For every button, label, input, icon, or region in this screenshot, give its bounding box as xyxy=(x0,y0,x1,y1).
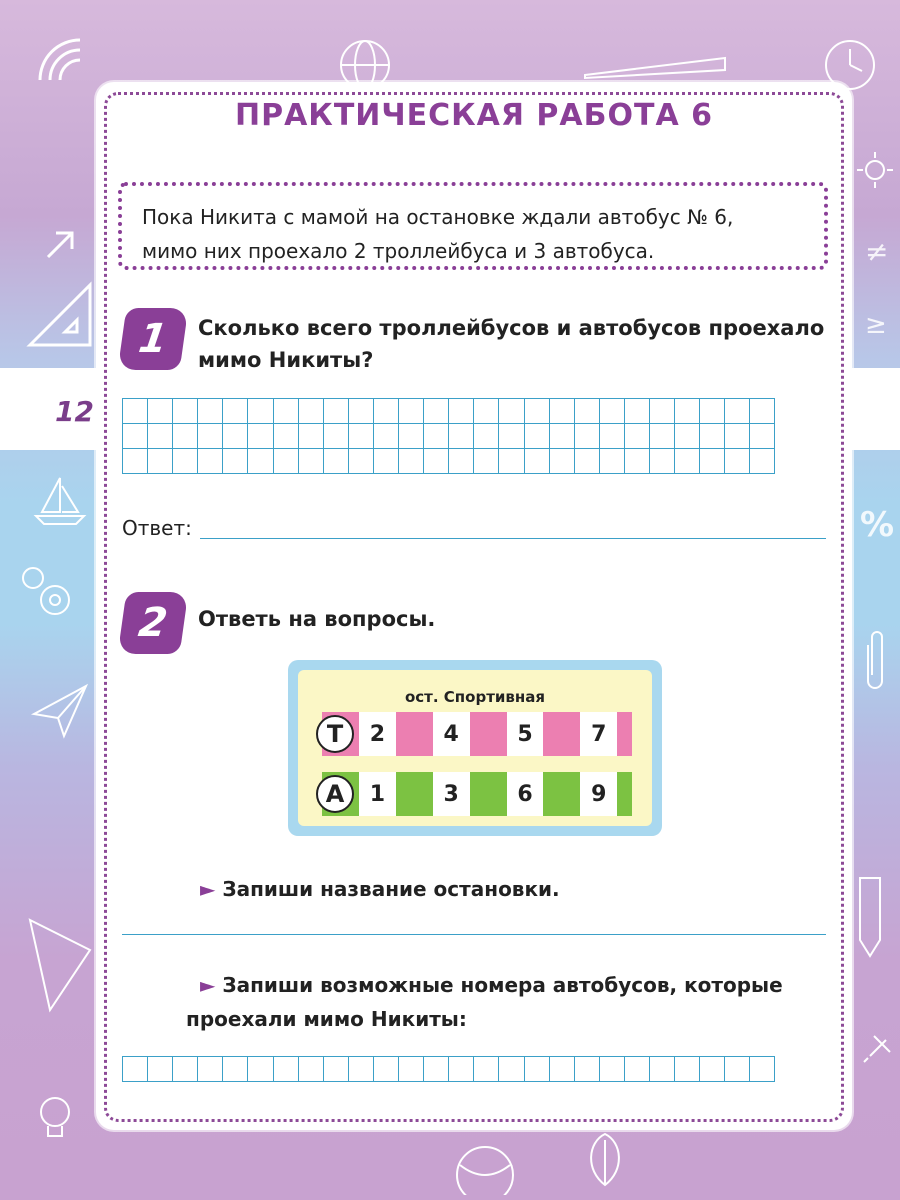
grid-cell[interactable] xyxy=(273,424,298,449)
page-title: ПРАКТИЧЕСКАЯ РАБОТА 6 xyxy=(234,98,714,133)
grid-cell[interactable] xyxy=(675,1057,700,1082)
grid-cell[interactable] xyxy=(725,424,750,449)
grid-cell[interactable] xyxy=(574,1057,599,1082)
bus-seg-2 xyxy=(396,772,433,816)
intro-line-1: Пока Никита с мамой на остановке ждали автобус № 6, xyxy=(142,205,734,229)
bus-stop-sign-panel xyxy=(298,670,652,826)
grid-cell[interactable] xyxy=(424,449,449,474)
grid-cell[interactable] xyxy=(649,1057,674,1082)
grid-cell[interactable] xyxy=(399,449,424,474)
answer-grid-task-2[interactable] xyxy=(122,1056,775,1082)
task-1-number: 1 xyxy=(118,308,189,370)
grid-cell[interactable] xyxy=(700,449,725,474)
grid-cell[interactable] xyxy=(348,1057,373,1082)
grid-cell[interactable] xyxy=(750,1057,775,1082)
trolleybus-seg-8 xyxy=(617,712,632,756)
bus-seg-4 xyxy=(470,772,507,816)
grid-cell[interactable] xyxy=(248,449,273,474)
grid-cell[interactable] xyxy=(449,399,474,424)
stop-name-answer-line[interactable] xyxy=(122,934,826,935)
grid-cell[interactable] xyxy=(248,424,273,449)
bus-seg-5 xyxy=(507,772,544,816)
gear-icon xyxy=(15,560,75,620)
grid-cell[interactable] xyxy=(624,449,649,474)
grid-cell[interactable] xyxy=(399,1057,424,1082)
grid-cell[interactable] xyxy=(148,424,173,449)
bus-seg-3 xyxy=(433,772,470,816)
triangle-bullet-icon: ► xyxy=(200,973,216,997)
lightbulb-icon xyxy=(30,1090,80,1150)
grid-cell[interactable] xyxy=(524,449,549,474)
bus-stop-sign xyxy=(288,660,662,836)
grid-cell[interactable] xyxy=(424,399,449,424)
not-equal-icon: ≠ xyxy=(865,235,889,268)
grid-cell[interactable] xyxy=(649,449,674,474)
grid-cell[interactable] xyxy=(123,424,148,449)
grid-cell[interactable] xyxy=(624,1057,649,1082)
grid-row xyxy=(123,424,775,449)
grid-cell[interactable] xyxy=(599,449,624,474)
grid-cell[interactable] xyxy=(198,399,223,424)
ball-icon xyxy=(450,1135,520,1195)
grid-cell[interactable] xyxy=(148,1057,173,1082)
grid-cell[interactable] xyxy=(173,1057,198,1082)
trolleybus-number: 5 xyxy=(517,721,533,747)
ruler-icon xyxy=(580,50,730,80)
grid-cell[interactable] xyxy=(700,399,725,424)
grid-cell[interactable] xyxy=(173,424,198,449)
grid-cell[interactable] xyxy=(499,449,524,474)
grid-cell[interactable] xyxy=(373,424,398,449)
grid-cell[interactable] xyxy=(248,1057,273,1082)
grid-cell[interactable] xyxy=(524,424,549,449)
bus-number: 1 xyxy=(369,781,386,807)
task-1-line-1: Сколько всего троллейбусов и автобусов проехало xyxy=(198,316,825,340)
grid-cell[interactable] xyxy=(123,449,148,474)
grid-cell[interactable] xyxy=(323,399,348,424)
grid-cell[interactable] xyxy=(624,399,649,424)
stop-name: ост. Спортивная xyxy=(404,688,546,706)
bus-number: 3 xyxy=(443,781,459,807)
grid-cell[interactable] xyxy=(323,1057,348,1082)
task-2-number: 2 xyxy=(118,592,189,654)
grid-cell[interactable] xyxy=(424,1057,449,1082)
grid-cell[interactable] xyxy=(348,449,373,474)
trolleybus-seg-4 xyxy=(470,712,507,756)
grid-cell[interactable] xyxy=(474,399,499,424)
grid-cell[interactable] xyxy=(298,449,323,474)
grid-cell[interactable] xyxy=(223,449,248,474)
grid-cell[interactable] xyxy=(574,449,599,474)
bus-number: 6 xyxy=(517,781,533,807)
grid-cell[interactable] xyxy=(700,1057,725,1082)
grid-cell[interactable] xyxy=(649,424,674,449)
grid-row xyxy=(123,399,775,424)
grid-cell[interactable] xyxy=(198,424,223,449)
answer-line[interactable] xyxy=(200,538,826,539)
percent-icon: % xyxy=(860,505,895,545)
grid-cell[interactable] xyxy=(373,449,398,474)
grid-cell[interactable] xyxy=(750,424,775,449)
paper-plane-icon xyxy=(30,680,90,740)
page-number: 12 xyxy=(55,395,94,428)
grid-cell[interactable] xyxy=(675,449,700,474)
grid-cell[interactable] xyxy=(725,1057,750,1082)
grid-cell[interactable] xyxy=(323,424,348,449)
grid-cell[interactable] xyxy=(549,449,574,474)
grid-cell[interactable] xyxy=(725,449,750,474)
grid-cell[interactable] xyxy=(474,1057,499,1082)
grid-cell[interactable] xyxy=(599,399,624,424)
grid-cell[interactable] xyxy=(298,399,323,424)
grid-cell[interactable] xyxy=(449,424,474,449)
question-2-continued: проехали мимо Никиты: xyxy=(186,1007,467,1031)
grid-cell[interactable] xyxy=(499,1057,524,1082)
grid-cell[interactable] xyxy=(750,399,775,424)
grid-cell[interactable] xyxy=(399,424,424,449)
trolleybus-row xyxy=(322,712,632,756)
sailboat-icon xyxy=(30,470,90,530)
question-2 xyxy=(200,968,783,1002)
grid-cell[interactable] xyxy=(449,1057,474,1082)
intro-line-2: мимо них проехало 2 троллейбуса и 3 автобуса. xyxy=(142,239,655,263)
grid-cell[interactable] xyxy=(499,399,524,424)
sun-icon xyxy=(855,150,895,190)
grid-cell[interactable] xyxy=(524,1057,549,1082)
grid-cell[interactable] xyxy=(198,1057,223,1082)
globe-icon xyxy=(330,30,400,90)
trolleybus-seg-1 xyxy=(359,712,396,756)
grid-cell[interactable] xyxy=(700,424,725,449)
grid-cell[interactable] xyxy=(474,449,499,474)
trolleybus-number: 2 xyxy=(369,721,386,747)
grid-cell[interactable] xyxy=(273,399,298,424)
grid-row xyxy=(123,1057,775,1082)
grid-cell[interactable] xyxy=(173,399,198,424)
leaf-icon xyxy=(580,1130,630,1190)
grid-cell[interactable] xyxy=(148,449,173,474)
grid-cell[interactable] xyxy=(323,449,348,474)
arrow-icon xyxy=(40,225,80,265)
trolleybus-number: 7 xyxy=(591,721,607,747)
grid-cell[interactable] xyxy=(223,424,248,449)
triangle-icon xyxy=(20,910,100,1020)
grid-cell[interactable] xyxy=(298,1057,323,1082)
answer-grid-task-1[interactable] xyxy=(122,398,775,474)
trolleybus-number: 4 xyxy=(443,721,459,747)
grid-cell[interactable] xyxy=(474,424,499,449)
grid-cell[interactable] xyxy=(750,449,775,474)
pin-icon xyxy=(860,1030,896,1066)
grid-cell[interactable] xyxy=(373,1057,398,1082)
grid-cell[interactable] xyxy=(223,1057,248,1082)
grid-cell[interactable] xyxy=(599,1057,624,1082)
greater-equal-icon: ≥ xyxy=(865,310,887,340)
pencil-icon xyxy=(850,870,890,960)
grid-cell[interactable] xyxy=(524,399,549,424)
task-1-question xyxy=(198,312,824,376)
bus-seg-6 xyxy=(543,772,580,816)
answer-label: Ответ: xyxy=(122,516,192,540)
grid-cell[interactable] xyxy=(248,399,273,424)
trolleybus-seg-5 xyxy=(507,712,544,756)
grid-row xyxy=(123,449,775,474)
grid-cell[interactable] xyxy=(173,449,198,474)
grid-cell[interactable] xyxy=(725,399,750,424)
grid-cell[interactable] xyxy=(198,449,223,474)
grid-cell[interactable] xyxy=(273,449,298,474)
triangle-ruler-icon xyxy=(25,280,95,350)
bus-row xyxy=(322,772,632,816)
grid-cell[interactable] xyxy=(499,424,524,449)
task-2-text: Ответь на вопросы. xyxy=(198,607,436,631)
grid-cell[interactable] xyxy=(348,399,373,424)
trolleybus-letter: Т xyxy=(316,715,354,753)
grid-cell[interactable] xyxy=(123,1057,148,1082)
bus-seg-7 xyxy=(580,772,617,816)
question-1 xyxy=(200,872,560,906)
grid-cell[interactable] xyxy=(123,399,148,424)
grid-cell[interactable] xyxy=(599,424,624,449)
triangle-bullet-icon: ► xyxy=(200,877,216,901)
grid-cell[interactable] xyxy=(424,424,449,449)
grid-cell[interactable] xyxy=(298,424,323,449)
task-1-line-2: мимо Никиты? xyxy=(198,348,374,372)
trolleybus-seg-2 xyxy=(396,712,433,756)
bus-letter: А xyxy=(316,775,354,813)
grid-cell[interactable] xyxy=(675,399,700,424)
paperclip-icon xyxy=(860,625,890,695)
grid-cell[interactable] xyxy=(675,424,700,449)
grid-cell[interactable] xyxy=(373,399,398,424)
wifi-icon xyxy=(30,30,90,90)
grid-cell[interactable] xyxy=(449,449,474,474)
bus-seg-8 xyxy=(617,772,632,816)
trolleybus-seg-6 xyxy=(543,712,580,756)
trolleybus-seg-7 xyxy=(580,712,617,756)
grid-cell[interactable] xyxy=(223,399,248,424)
bus-seg-1 xyxy=(359,772,396,816)
bus-number: 9 xyxy=(591,781,607,807)
grid-cell[interactable] xyxy=(624,424,649,449)
grid-cell[interactable] xyxy=(549,1057,574,1082)
grid-cell[interactable] xyxy=(649,399,674,424)
grid-cell[interactable] xyxy=(574,424,599,449)
grid-cell[interactable] xyxy=(399,399,424,424)
intro-box xyxy=(118,182,828,270)
trolleybus-seg-3 xyxy=(433,712,470,756)
grid-cell[interactable] xyxy=(273,1057,298,1082)
grid-cell[interactable] xyxy=(549,424,574,449)
grid-cell[interactable] xyxy=(549,399,574,424)
grid-cell[interactable] xyxy=(574,399,599,424)
grid-cell[interactable] xyxy=(148,399,173,424)
question-1-text: Запиши название остановки. xyxy=(222,877,560,901)
question-2-line-1: Запиши возможные номера автобусов, которые xyxy=(222,973,783,997)
grid-cell[interactable] xyxy=(348,424,373,449)
